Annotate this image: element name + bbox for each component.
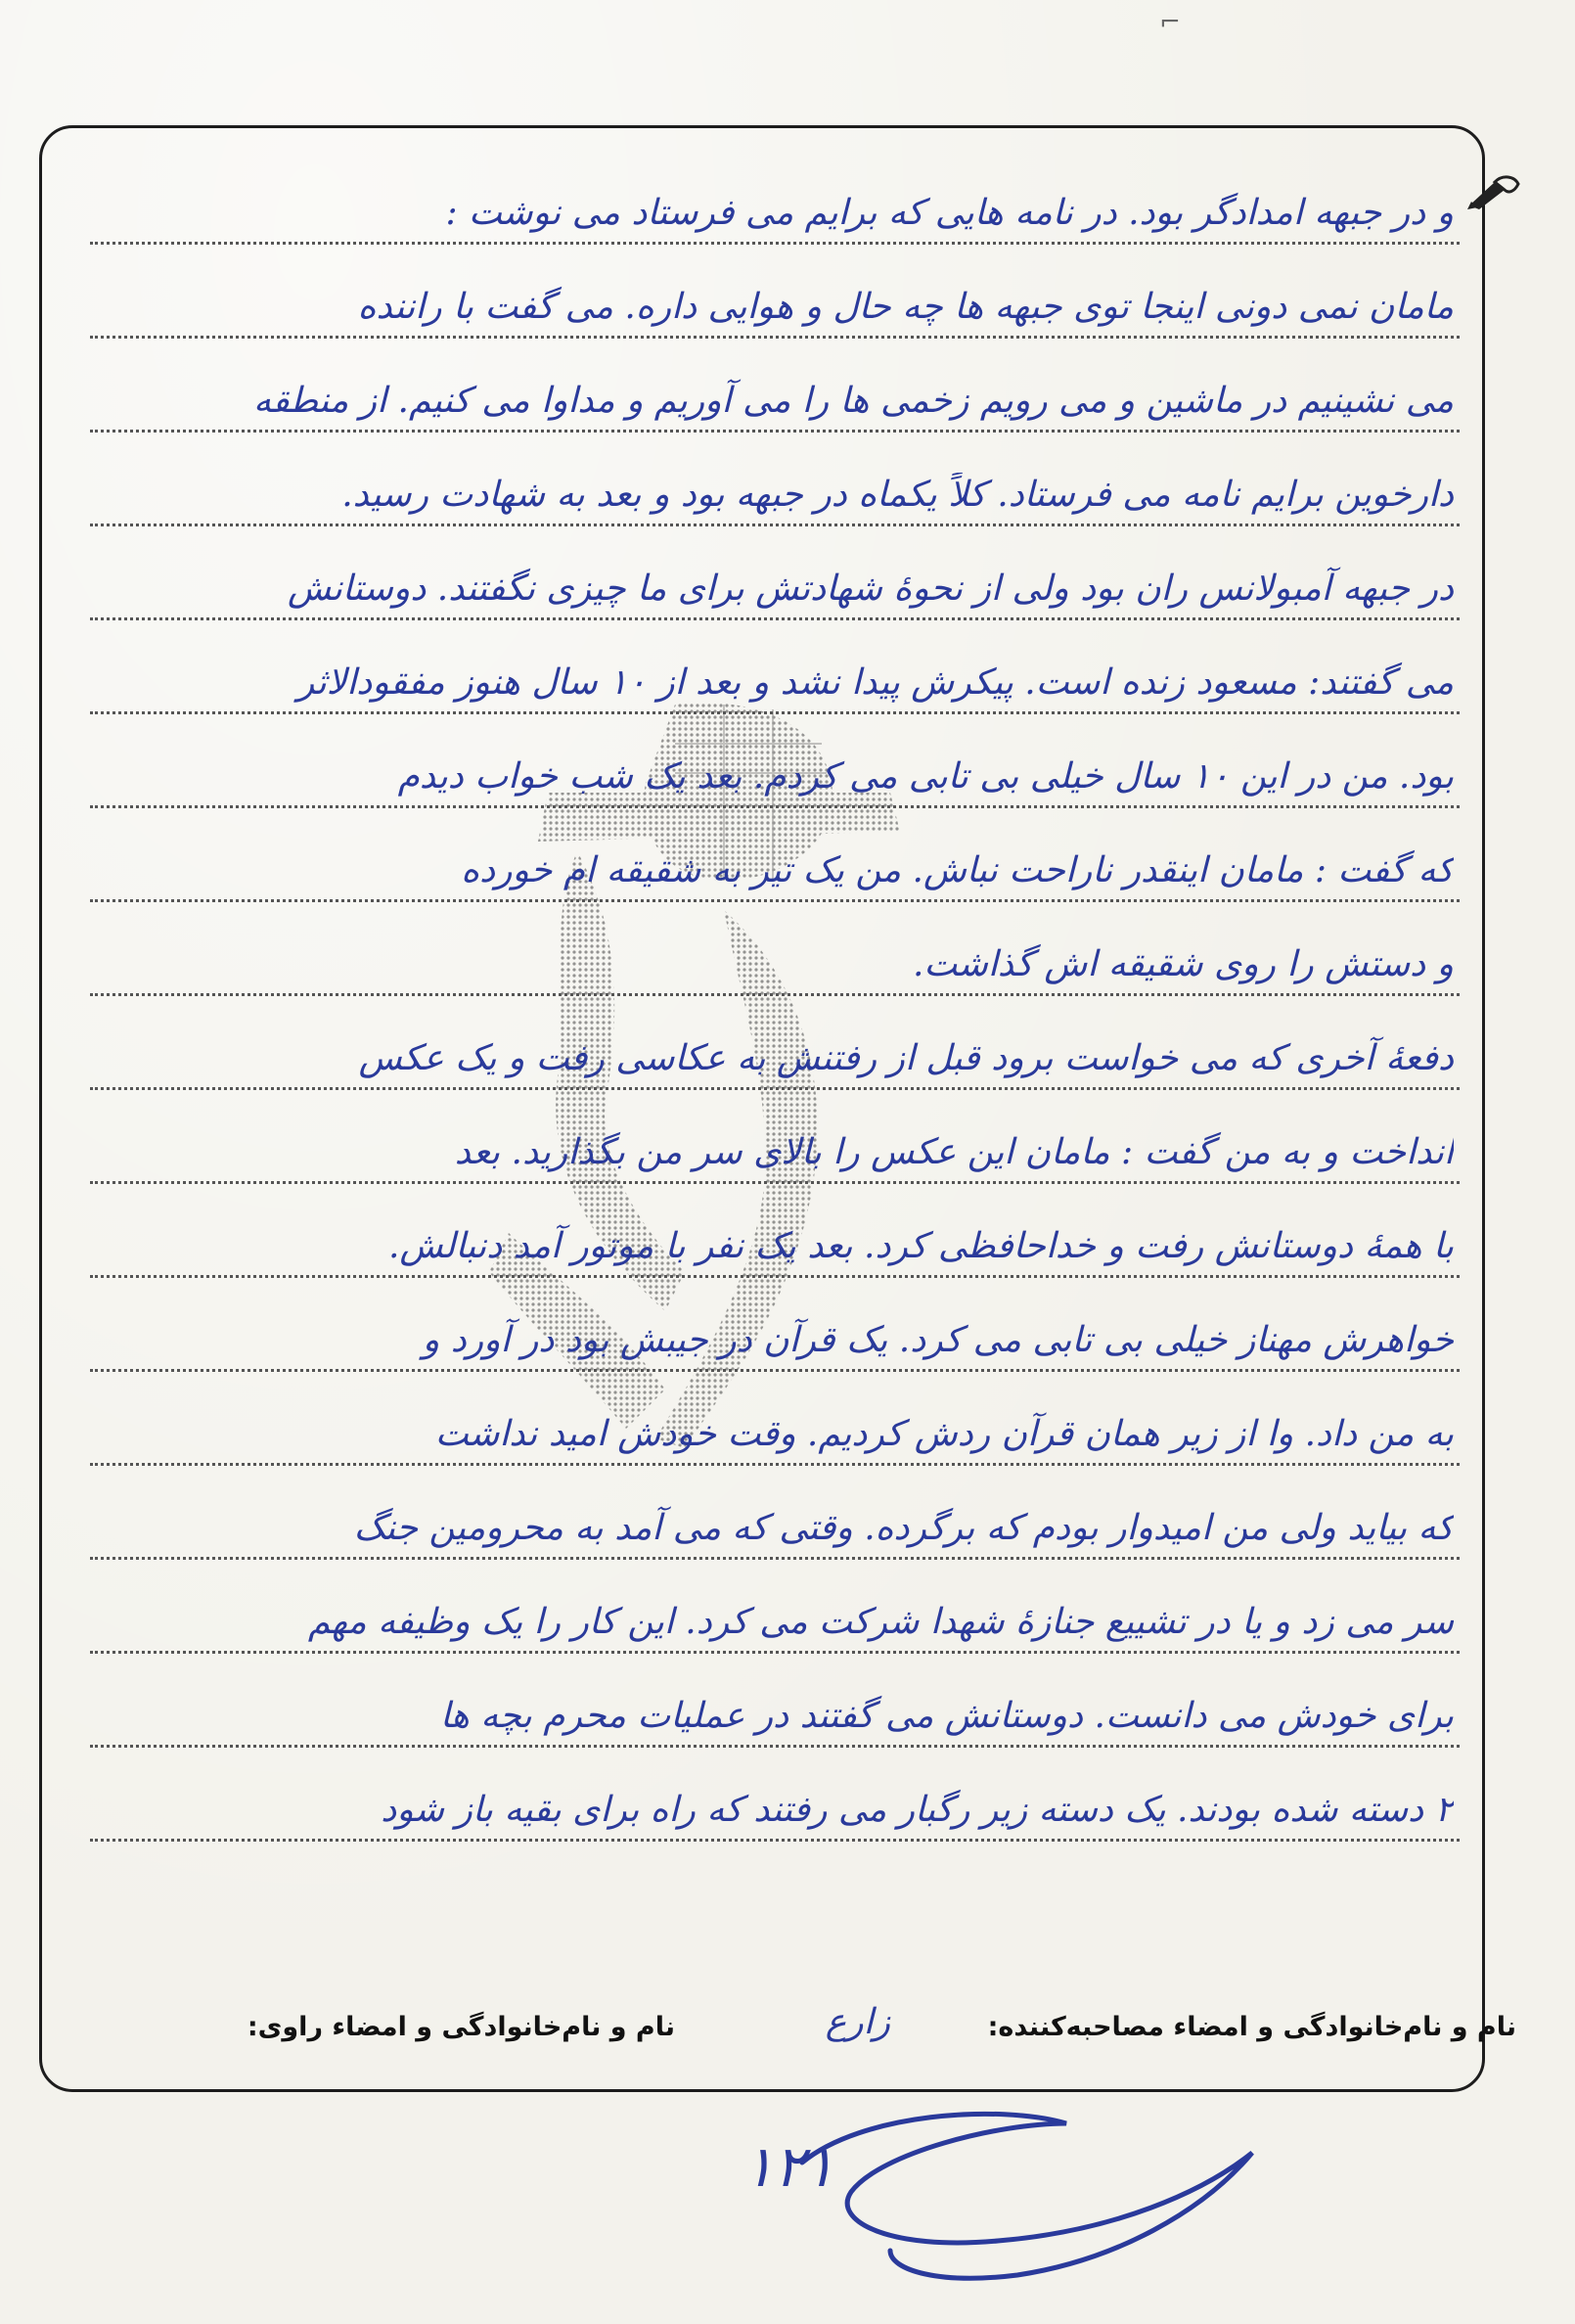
line-text: دارخوین برایم نامه می فرستاد. کلاً یکماه در جبهه بود و بعد به شهادت رسید. xyxy=(341,475,1454,515)
text-line xyxy=(90,532,1460,620)
text-line xyxy=(90,157,1460,245)
line-text: انداخت و به من گفت : مامان این عکس را بالای سر من بگذارید. بعد xyxy=(454,1132,1454,1172)
text-line xyxy=(90,1378,1460,1466)
line-text: با همهٔ دوستانش رفت و خداحافظی کرد. بعد یک نفر با موتور آمد دنبالش. xyxy=(388,1226,1454,1266)
line-text: و دستش را روی شقیقه اش گذاشت. xyxy=(912,944,1454,984)
text-line xyxy=(90,1284,1460,1372)
line-text: که بیاید ولی من امیدوار بودم که برگرده. وقتی که می آمد به محرومین جنگ xyxy=(353,1508,1454,1548)
line-text: ۲ دسته شده بودند. یک دسته زیر رگبار می رفتند که راه برای بقیه باز شود xyxy=(381,1790,1454,1830)
corner-mark: ⌐ xyxy=(1159,8,1181,37)
line-text: خواهرش مهناز خیلی بی تابی می کرد. یک قرآن در جیبش بود در آورد و xyxy=(422,1320,1454,1360)
page-number: ۱۲۱ xyxy=(743,2133,835,2200)
interviewer-label: نام و نام‌خانوادگی و امضاء مصاحبه‌کننده: xyxy=(987,2012,1516,2042)
text-line xyxy=(90,1002,1460,1090)
text-line xyxy=(90,1566,1460,1654)
text-line xyxy=(90,720,1460,808)
line-text: مامان نمی دونی اینجا توی جبهه ها چه حال و هوایی داره. می گفت با راننده xyxy=(357,287,1454,327)
line-text: سر می زد و یا در تشییع جنازهٔ شهدا شرکت می کرد. این کار را یک وظیفه مهم xyxy=(307,1602,1454,1642)
line-text: می گفتند: مسعود زنده است. پیکرش پیدا نشد و بعد از ۱۰ سال هنوز مفقودالاثر xyxy=(296,662,1454,703)
narrator-label: نام و نام‌خانوادگی و امضاء راوی: xyxy=(247,2012,675,2042)
line-text: به من داد. وا از زیر همان قرآن ردش کردیم. وقت خودش امید نداشت xyxy=(434,1414,1454,1454)
line-text: در جبهه آمبولانس ران بود ولی از نحوهٔ شهادتش برای ما چیزی نگفتند. دوستانش xyxy=(288,569,1454,609)
text-line xyxy=(90,908,1460,996)
handwritten-lines xyxy=(90,157,1460,1977)
line-text: که گفت : مامان اینقدر ناراحت نباش. من یک تیر به شقیقه ام خورده xyxy=(461,850,1454,890)
line-text: دفعهٔ آخری که می خواست برود قبل از رفتنش به عکاسی رفت و یک عکس xyxy=(358,1038,1454,1078)
text-line xyxy=(90,814,1460,902)
line-text: بود. من در این ۱۰ سال خیلی بی تابی می کردم. بعد یک شب خواب دیدم xyxy=(397,756,1454,797)
interviewer-signature: زارع xyxy=(825,2002,890,2042)
text-line xyxy=(90,1472,1460,1560)
text-line xyxy=(90,1096,1460,1184)
line-text: و در جبهه امدادگر بود. در نامه هایی که برایم می فرستاد می نوشت : xyxy=(445,193,1454,233)
line-text: برای خودش می دانست. دوستانش می گفتند در عملیات محرم بچه ها xyxy=(439,1696,1454,1736)
line-text: می نشینیم در ماشین و می رویم زخمی ها را می آوریم و مداوا می کنیم. از منطقه xyxy=(253,381,1454,421)
text-line xyxy=(90,438,1460,526)
text-line xyxy=(90,1660,1460,1748)
writing-hand-icon xyxy=(1465,172,1522,211)
text-line xyxy=(90,1754,1460,1842)
text-line xyxy=(90,344,1460,433)
text-line xyxy=(90,251,1460,339)
text-line xyxy=(90,626,1460,714)
signature-footer xyxy=(59,2002,1516,2061)
text-line xyxy=(90,1190,1460,1278)
